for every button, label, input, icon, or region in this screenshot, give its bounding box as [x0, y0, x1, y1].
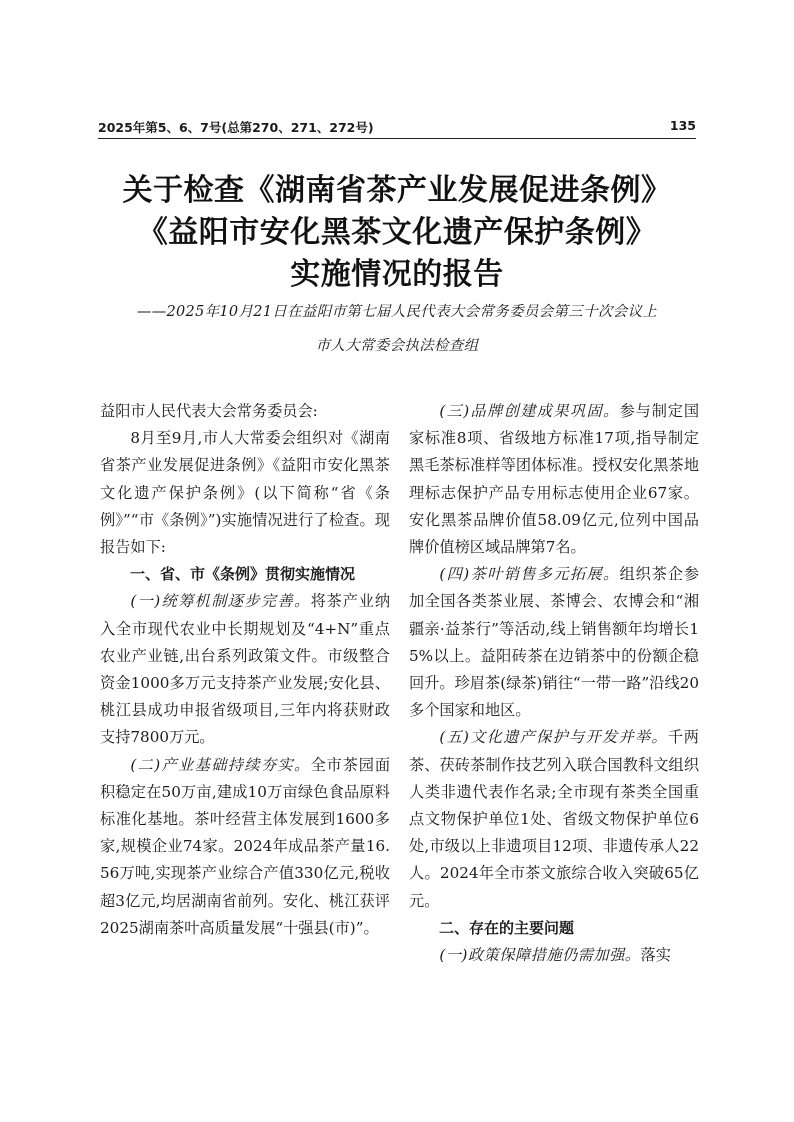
- paragraph-s1-5: [409, 724, 699, 914]
- subheading-s1-2: (二)产业基础持续夯实。: [130, 755, 311, 774]
- running-header: [98, 118, 696, 139]
- right-column: [409, 398, 699, 969]
- text-s1-5: 千两茶、茯砖茶制作技艺列入联合国教科文组织人类非遗代表作名录;全市现有茶类全国重点文物保护单位1处、省级文物保护单位6处,市级以上非遗项目12项、非遗传承人22人。2024年全市茶文旅综合收入突破65亿元。: [409, 728, 699, 910]
- left-column: [100, 398, 390, 942]
- subheading-s1-4: (四)茶叶销售多元拓展。: [439, 565, 620, 584]
- page-number: 135: [669, 118, 696, 133]
- subheading-s2-1: (一)政策保障措施仍需加强。: [439, 946, 641, 965]
- text-s1-2: 全市茶园面积稳定在50万亩,建成10万亩绿色食品原料标准化基地。茶叶经营主体发展到1600多家,规模企业74家。2024年成品茶产量16.56万吨,实现茶产业综合产值330亿元,税收超3亿元,均居湖南省前列。安化、桃江获评2025湖南茶叶高质量发展“十强县(市)”。: [100, 755, 390, 937]
- subheading-s1-3: (三)品牌创建成果巩固。: [439, 402, 620, 420]
- paragraph-s2-1: [409, 942, 699, 969]
- subheading-s1-1: (一)统筹机制逐步完善。: [130, 592, 311, 611]
- title-line-2: 《益阳市安化黑茶文化遗产保护条例》: [137, 215, 657, 250]
- paragraph-s1-3: [409, 398, 699, 561]
- subtitle-author: 市人大常委会执法检查组: [315, 338, 479, 354]
- salutation: 益阳市人民代表大会常务委员会:: [100, 402, 318, 420]
- paragraph-s1-2: [100, 752, 390, 942]
- issue-label: 2025年第5、6、7号(总第270、271、272号): [98, 120, 374, 135]
- text-s1-4: 组织茶企参加全国各类茶业展、茶博会、农博会和“湘疆亲·益茶行”等活动,线上销售额年均增长15%以上。益阳砖茶在边销茶中的份额企稳回升。珍眉茶(绿茶)销往“一带一路”沿线20多个国家和地区。: [409, 565, 699, 720]
- report-subtitle: [60, 295, 734, 363]
- subheading-s1-5: (五)文化遗产保护与开发并举。: [439, 728, 668, 747]
- text-s2-1: 落实: [640, 946, 671, 965]
- paragraph-s1-4: [409, 561, 699, 724]
- subtitle-meeting: ——2025年10月21日在益阳市第七届人民代表大会常务委员会第三十次会议上: [136, 304, 658, 320]
- title-line-1: 关于检查《湖南省茶产业发展促进条例》: [122, 173, 672, 208]
- report-title: [60, 170, 734, 296]
- paragraph-s1-1: [100, 588, 390, 751]
- section-1-heading: 一、省、市《条例》贯彻实施情况: [130, 565, 356, 584]
- title-line-3: 实施情况的报告: [290, 257, 504, 292]
- section-2-heading: 二、存在的主要问题: [439, 918, 575, 937]
- intro-paragraph: 8月至9月,市人大常委会组织对《湖南省茶产业发展促进条例》《益阳市安化黑茶文化遗产保护条例》(以下简称“省《条例》”“市《条例》”)实施情况进行了检查。现报告如下:: [100, 429, 390, 557]
- text-s1-3: 参与制定国家标准8项、省级地方标准17项,指导制定黑毛茶标准样等团体标准。授权安化黑茶地理标志保护产品专用标志使用企业67家。安化黑茶品牌价值58.09亿元,位列中国品牌价值榜区域品牌第7名。: [409, 402, 699, 557]
- text-s1-1: 将茶产业纳入全市现代农业中长期规划及“4+N”重点农业产业链,出台系列政策文件。市级整合资金1000多万元支持茶产业发展;安化县、桃江县成功申报省级项目,三年内将获财政支持7800万元。: [100, 592, 390, 747]
